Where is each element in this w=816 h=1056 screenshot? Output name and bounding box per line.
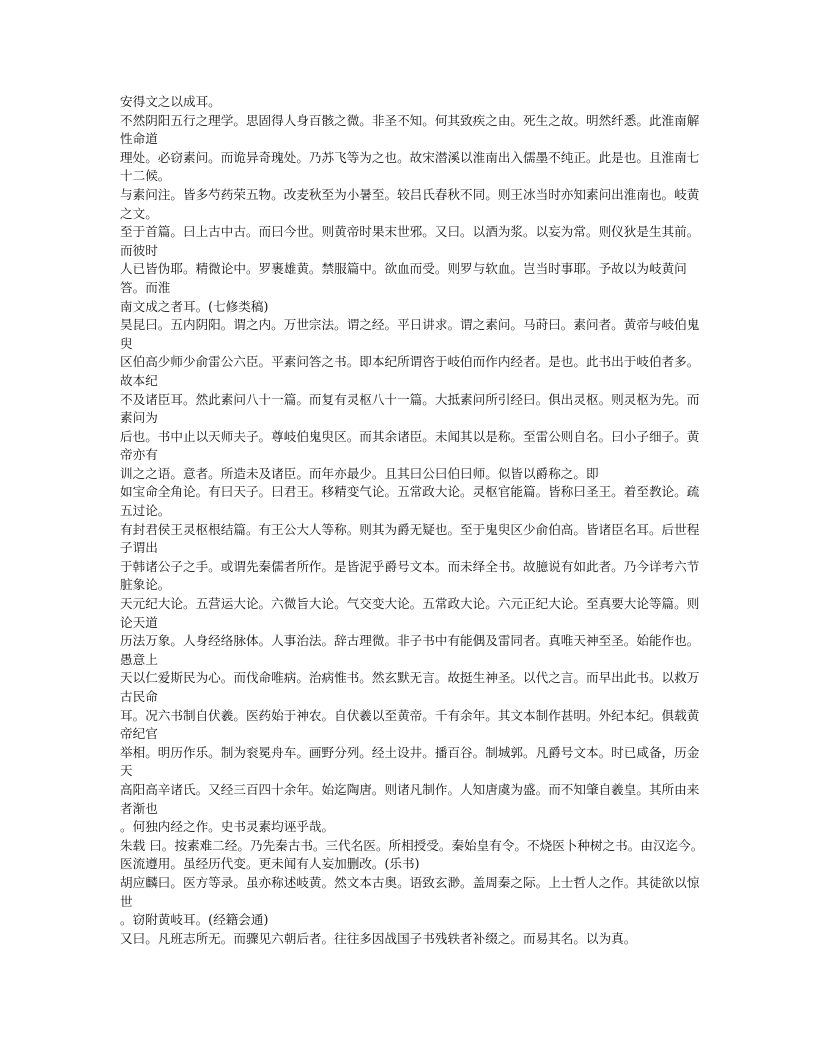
text-line: 区伯高少师少俞雷公六臣。平素问答之书。即本纪所谓咨于岐伯而作内经者。是也。此书出于岐伯者多。故本纪 (120, 354, 700, 388)
text-line: 不然阴阳五行之理学。思固得人身百骸之微。非圣不知。何其致疾之由。死生之故。明然纤悉。此淮南解性命道 (120, 112, 700, 147)
text-line: 后也。书中止以天师夫子。尊岐伯鬼臾区。而其余诸臣。未闻其以是称。至雷公则自名。曰小子细子。黄帝亦有 (120, 428, 700, 463)
text-line: 天以仁爱斯民为心。而伐命唯病。治病惟书。然玄默无言。故挺生神圣。以代之言。而早出此书。以救万古民命 (120, 670, 700, 704)
text-line: 高阳高辛诸氏。又经三百四十余年。始迄陶唐。则诸凡制作。人知唐虞为盛。而不知肇自羲皇。其所由来者渐也 (120, 781, 700, 816)
text-line: 天元纪大论。五营运大论。六微旨大论。气交变大论。五常政大论。六元正纪大论。至真要大论等篇。则论天道 (120, 596, 700, 630)
text-line: 不及诸臣耳。然此素问八十一篇。而复有灵枢八十一篇。大抵素问所引经曰。俱出灵枢。则灵枢为先。而素问为 (120, 391, 700, 426)
text-line: 胡应麟曰。医方等录。虽亦称述岐黄。然文本古奥。语致玄渺。盖周秦之际。上士哲人之作。其徒欲以惊世 (120, 874, 700, 909)
text-line: 人已皆伪耶。精微论中。罗裹雄黄。禁服篇中。欲血而受。则罗与软血。岂当时事耶。予故以为岐黄问答。而淮 (120, 261, 687, 295)
text-line: 如宝命全角论。有曰天子。曰君王。移精变气论。五常政大论。灵枢官能篇。皆称曰圣王。着至教论。疏五过论。 (120, 484, 700, 519)
text-line: 南文成之者耳。(七修类稿) (120, 298, 269, 314)
text-line: 与素问注。皆多芍药荣五物。改麦秋至为小暑至。较吕氏春秋不同。则王冰当时亦知素问出淮南也。岐黄之文。 (120, 186, 700, 221)
text-line: 。何独内经之作。史书灵素均诬乎哉。 (120, 819, 335, 835)
text-line: 举相。明历作乐。制为衮冕舟车。画野分列。经土设井。播百谷。制城郭。凡爵号文本。时已咸备，历金天 (120, 744, 700, 779)
text-line: 训之之语。意者。所造未及诸臣。而年亦最少。且其曰公曰伯曰师。似皆以爵称之。即 (120, 465, 599, 481)
text-line: 医流遵用。虽经历代变。更未闻有人妄加删改。(乐书) (120, 856, 420, 872)
text-line: 有封君侯王灵枢根结篇。有王公大人等称。则其为爵无疑也。至于鬼臾区少俞伯高。皆诸臣名耳。后世程子谓出 (120, 521, 700, 556)
document-page (120, 93, 705, 948)
text-line: 历法万象。人身经络脉体。人事治法。辞古理微。非子书中有能偶及雷同者。真唯天神至圣。始能作也。愚意上 (120, 633, 700, 667)
text-line: 理处。必窃素问。而诡异奇瑰处。乃苏飞等为之也。故宋潜溪以淮南出入儒墨不纯正。此是也。且淮南七十二候。 (120, 149, 700, 184)
text-line: 至于首篇。曰上古中古。而曰今世。则黄帝时果末世邪。又曰。以酒为浆。以妄为常。则仪狄是生其前。而彼时 (120, 224, 700, 258)
text-line: 于韩诸公子之手。或谓先秦儒者所作。是皆泥乎爵号文本。而未绎全书。故臆说有如此者。乃今详考六节脏象论。 (120, 558, 700, 593)
text-line: 耳。况六书制自伏羲。医药始于神农。自伏羲以至黄帝。千有余年。其文本制作甚明。外纪本纪。俱载黄帝纪官 (120, 707, 700, 742)
text-line: 又曰。凡班志所无。而骤见六朝后者。往往多因战国子书残轶者补缀之。而易其名。以为真。 (120, 930, 637, 946)
text-line: 安得文之以成耳。 (120, 94, 221, 109)
text-line: 。窃附黄岐耳。(经籍会通) (120, 912, 269, 928)
text-line: 朱载 曰。按素难二经。乃先秦古书。三代名医。所相授受。秦始皇有令。不烧医卜种树之书。由汉迄今。 (120, 837, 704, 853)
text-line: 昊昆曰。五内阴阳。谓之内。万世宗法。谓之经。平日讲求。谓之素问。马莳曰。素问者。黄帝与岐伯鬼臾 (120, 317, 700, 351)
